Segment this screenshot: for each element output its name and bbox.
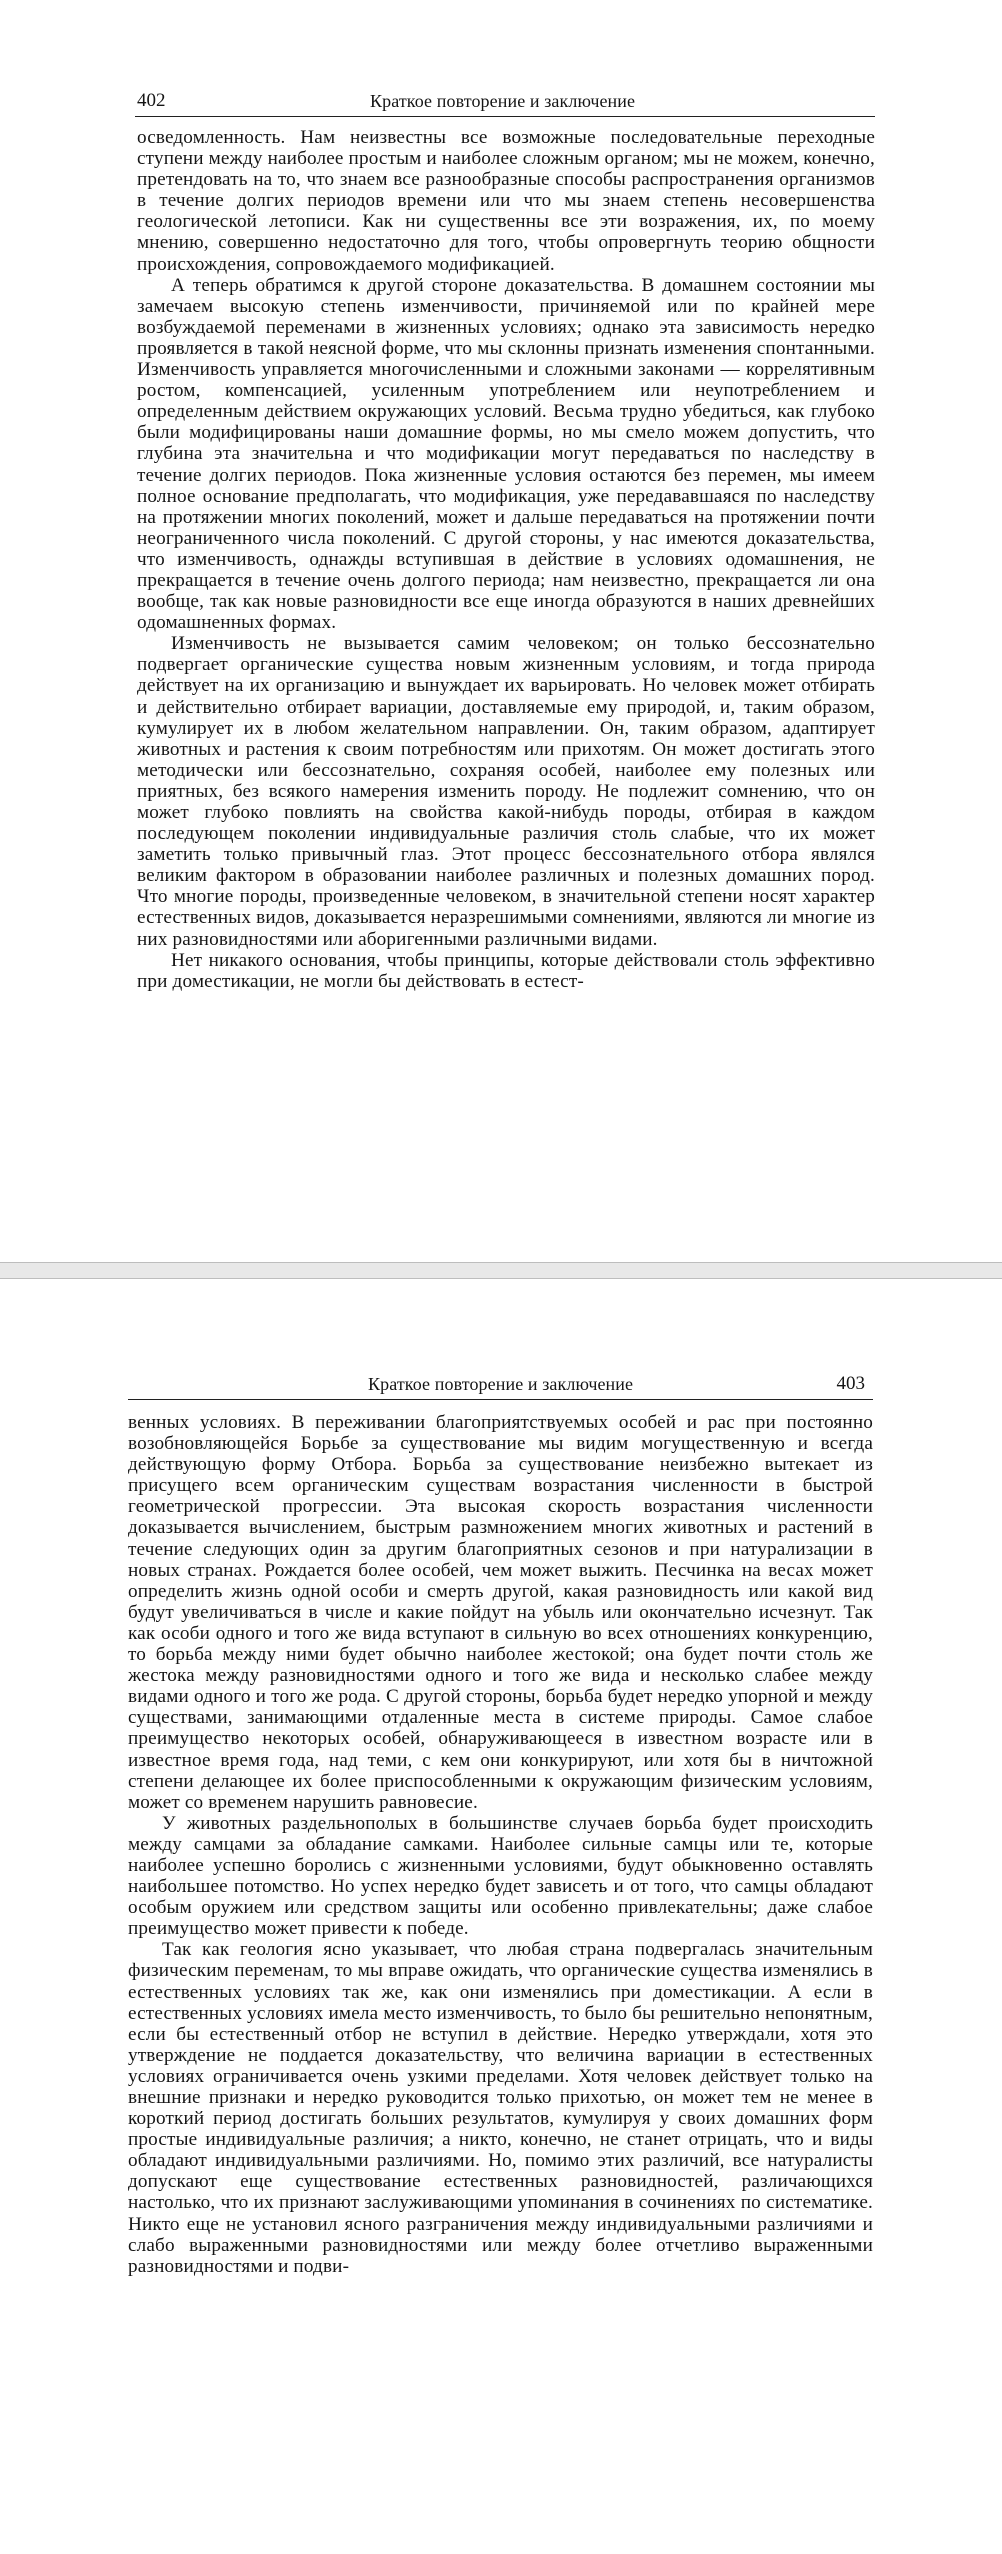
page-number: 402 <box>137 90 166 111</box>
paragraph: Так как геология ясно указывает, что любая страна подвергалась значительным физическим переменам, то мы вправе ожидать, что органические существа изменялись в естественных условиях так же, как они изменялись при доместикации. А если в естественных условиях имела место изменчивость, то было бы решительно непонятным, если бы естественный отбор не вступил в действие. Нередко утверждали, хотя это утверждение не поддается доказательству, что величина вариации в естественных условиях ограничивается очень узкими пределами. Хотя человек действует только на внешние признаки и нередко руководится только прихотью, он может тем не менее в короткий период достигать больших результатов, кумулируя у своих домашних форм простые индивидуальные различия; а никто, конечно, не станет отрицать, что и виды обладают индивидуальными различиями. Но, помимо этих различий, все натуралисты допускают еще существование естественных разновидностей, различающихся настолько, что их признают заслуживающими упоминания в сочинениях по систематике. Никто еще не установил ясного разграничения между индивидуальными различиями и слабо выраженными разновидностями или между более отчетливо выраженными разновидностями и подви- <box>128 1939 873 2277</box>
page-402 <box>0 0 1002 1262</box>
page-divider <box>0 1262 1002 1279</box>
running-title: Краткое повторение и заключение <box>368 1374 634 1394</box>
running-head <box>135 88 875 117</box>
body-text <box>137 127 875 992</box>
body-text <box>128 1412 873 2277</box>
running-title: Краткое повторение и заключение <box>370 91 636 111</box>
page-403 <box>0 1279 1002 2554</box>
paragraph: А теперь обратимся к другой стороне доказательства. В домашнем состоянии мы замечаем высокую степень изменчивости, причиняемой или по крайней мере возбуждаемой переменами в жизненных условиях; однако эта зависимость нередко проявляется в такой неясной форме, что мы склонны признать изменения спонтанными. Изменчивость управляется многочисленными и сложными законами — коррелятивным ростом, компенсацией, усиленным употреблением или неупотреблением и определенным действием окружающих условий. Весьма трудно убедиться, как глубоко были модифицированы наши домашние формы, но мы смело можем допустить, что глубина эта значительна и что модификации могут передаваться по наследству в течение долгих периодов. Пока жизненные условия остаются без перемен, мы имеем полное основание предполагать, что модификация, уже передававшаяся по наследству на протяжении многих поколений, может и дальше передаваться на протяжении почти неограниченного числа поколений. С другой стороны, у нас имеются доказательства, что изменчивость, однажды вступившая в действие в условиях одомашнения, не прекращается в течение очень долгого периода; нам неизвестно, прекращается ли она вообще, так как новые разновидности все еще иногда образуются в наших древнейших одомашненных формах. <box>137 274 875 634</box>
running-head <box>128 1371 873 1400</box>
paragraph: венных условиях. В переживании благоприятствуемых особей и рас при постоянно возобновляющейся Борьбе за существование мы видим могущественную и всегда действующую форму Отбора. Борьба за существование неизбежно вытекает из присущего всем органическим существам возрастания численности в быстрой геометрической прогрессии. Эта высокая скорость возрастания численности доказывается вычислением, быстрым размножением многих животных и растений в течение следующих один за другим благоприятных сезонов и при натурализации в новых странах. Рождается более особей, чем может выжить. Песчинка на весах может определить жизнь одной особи и смерть другой, какая разновидность или какой вид будут увеличиваться в числе и какие пойдут на убыль или окончательно исчезнут. Так как особи одного и того же вида вступают в сильную во всех отношениях конкуренцию, то борьба между ними будет обычно наиболее жестокой; она будет почти столь же жестока между разновидностями одного и того же вида и несколько слабее между видами одного и того же рода. С другой стороны, борьба будет нередко упорной и между существами, занимающими отдаленные места в системе природы. Самое слабое преимущество некоторых особей, обнаруживающееся в известном возрасте или в известное время года, над теми, с кем они конкурируют, или хотя бы в ничтожной степени делающее их более приспособленными к окружающим физическим условиям, может со временем нарушить равновесие. <box>128 1412 873 1813</box>
paragraph: Нет никакого основания, чтобы принципы, которые действовали столь эффективно при доместикации, не могли бы действовать в естест- <box>137 949 875 992</box>
paragraph: У животных раздельнополых в большинстве случаев борьба будет происходить между самцами за обладание самками. Наиболее сильные самцы или те, которые наиболее успешно боролись с жизненными условиями, будут обыкновенно оставлять наибольшее потомство. Но успех нередко будет зависеть и от того, что самцы обладают особым оружием или средством защиты или особенно привлекательны; даже слабое преимущество может привести к победе. <box>128 1812 873 1940</box>
paragraph: осведомленность. Нам неизвестны все возможные последовательные переходные ступени между наиболее простым и наиболее сложным органом; мы не можем, конечно, претендовать на то, что знаем все разнообразные способы распространения организмов в течение долгих периодов времени или что мы знаем степень несовершенства геологической летописи. Как ни существенны все эти возражения, их, по моему мнению, совершенно недостаточно для того, чтобы опровергнуть теорию общности происхождения, сопровождаемого модификацией. <box>137 127 875 275</box>
paragraph: Изменчивость не вызывается самим человеком; он только бессознательно подвергает органические существа новым жизненным условиям, и тогда природа действует на их организацию и вынуждает их варьировать. Но человек может отбирать и действительно отбирает вариации, доставляемые ему природой, и, таким образом, кумулирует их в любом желательном направлении. Он, таким образом, адаптирует животных и растения к своим потребностям или прихотям. Он может достигать этого методически или бессознательно, сохраняя особей, наиболее ему полезных или приятных, без всякого намерения изменить породу. Не подлежит сомнению, что он может глубоко повлиять на свойства какой-нибудь породы, отбирая в каждом последующем поколении индивидуальные различия столь слабые, что их может заметить только привычный глаз. Этот процесс бессознательного отбора являлся великим фактором в образовании наиболее различных и полезных домашних пород. Что многие породы, произведенные человеком, в значительной степени носят характер естественных видов, доказывается неразрешимыми сомнениями, являются ли многие из них разновидностями или аборигенными различными видами. <box>137 633 875 950</box>
page-number: 403 <box>836 1373 865 1394</box>
